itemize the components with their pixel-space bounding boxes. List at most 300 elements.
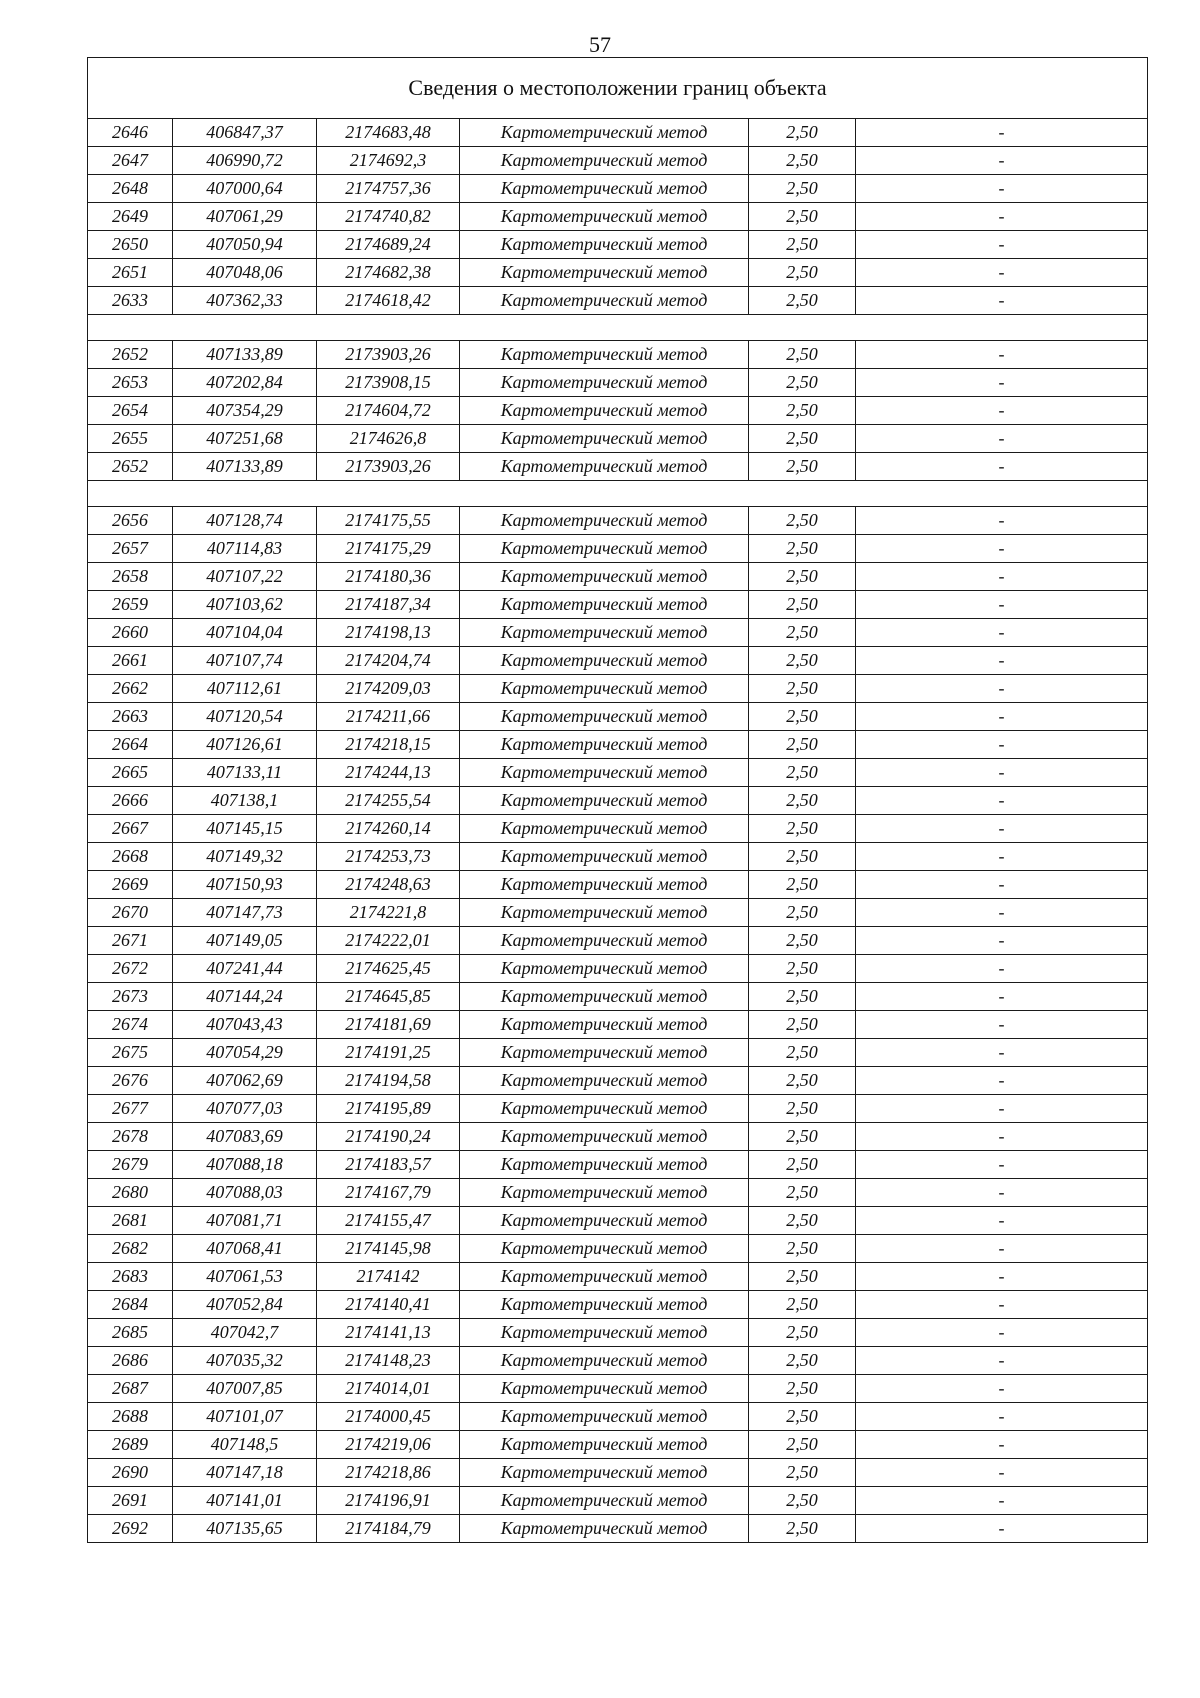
accuracy-cell: 2,50 — [749, 1403, 856, 1431]
x-coordinate-cell: 407083,69 — [173, 1123, 317, 1151]
accuracy-cell: 2,50 — [749, 1207, 856, 1235]
table-row — [88, 507, 1148, 535]
point-number-cell: 2687 — [88, 1375, 173, 1403]
table-title-row — [88, 58, 1148, 119]
accuracy-cell: 2,50 — [749, 1319, 856, 1347]
method-cell: Картометрический метод — [460, 1487, 749, 1515]
y-coordinate-cell: 2174204,74 — [317, 647, 460, 675]
table-row — [88, 927, 1148, 955]
accuracy-cell: 2,50 — [749, 731, 856, 759]
x-coordinate-cell: 407088,18 — [173, 1151, 317, 1179]
method-cell: Картометрический метод — [460, 563, 749, 591]
x-coordinate-cell: 407148,5 — [173, 1431, 317, 1459]
point-number-cell: 2652 — [88, 453, 173, 481]
y-coordinate-cell: 2174218,15 — [317, 731, 460, 759]
point-number-cell: 2690 — [88, 1459, 173, 1487]
accuracy-cell: 2,50 — [749, 647, 856, 675]
method-cell: Картометрический метод — [460, 843, 749, 871]
point-number-cell: 2671 — [88, 927, 173, 955]
x-coordinate-cell: 407149,32 — [173, 843, 317, 871]
accuracy-cell: 2,50 — [749, 899, 856, 927]
description-cell: - — [856, 815, 1148, 843]
description-cell: - — [856, 955, 1148, 983]
table-row — [88, 147, 1148, 175]
table-row — [88, 1207, 1148, 1235]
table-row — [88, 203, 1148, 231]
method-cell: Картометрический метод — [460, 453, 749, 481]
separator-cell — [88, 315, 1148, 341]
description-cell: - — [856, 871, 1148, 899]
description-cell: - — [856, 787, 1148, 815]
description-cell: - — [856, 731, 1148, 759]
method-cell: Картометрический метод — [460, 1291, 749, 1319]
contour-separator-row — [88, 315, 1148, 341]
y-coordinate-cell: 2173903,26 — [317, 453, 460, 481]
table-row — [88, 1095, 1148, 1123]
description-cell: - — [856, 899, 1148, 927]
table-row — [88, 1487, 1148, 1515]
y-coordinate-cell: 2174248,63 — [317, 871, 460, 899]
description-cell: - — [856, 175, 1148, 203]
boundary-coordinates-table — [87, 57, 1148, 1543]
table-row — [88, 231, 1148, 259]
y-coordinate-cell: 2174198,13 — [317, 619, 460, 647]
y-coordinate-cell: 2174618,42 — [317, 287, 460, 315]
point-number-cell: 2673 — [88, 983, 173, 1011]
point-number-cell: 2658 — [88, 563, 173, 591]
point-number-cell: 2656 — [88, 507, 173, 535]
x-coordinate-cell: 407133,89 — [173, 341, 317, 369]
x-coordinate-cell: 407043,43 — [173, 1011, 317, 1039]
y-coordinate-cell: 2174148,23 — [317, 1347, 460, 1375]
table-row — [88, 675, 1148, 703]
accuracy-cell: 2,50 — [749, 1515, 856, 1543]
point-number-cell: 2681 — [88, 1207, 173, 1235]
y-coordinate-cell: 2174167,79 — [317, 1179, 460, 1207]
accuracy-cell: 2,50 — [749, 1179, 856, 1207]
separator-cell — [88, 481, 1148, 507]
point-number-cell: 2678 — [88, 1123, 173, 1151]
description-cell: - — [856, 759, 1148, 787]
y-coordinate-cell: 2174221,8 — [317, 899, 460, 927]
y-coordinate-cell: 2174155,47 — [317, 1207, 460, 1235]
method-cell: Картометрический метод — [460, 1263, 749, 1291]
table-row — [88, 955, 1148, 983]
method-cell: Картометрический метод — [460, 731, 749, 759]
y-coordinate-cell: 2174211,66 — [317, 703, 460, 731]
x-coordinate-cell: 407048,06 — [173, 259, 317, 287]
point-number-cell: 2646 — [88, 119, 173, 147]
method-cell: Картометрический метод — [460, 1039, 749, 1067]
point-number-cell: 2685 — [88, 1319, 173, 1347]
description-cell: - — [856, 147, 1148, 175]
method-cell: Картометрический метод — [460, 1207, 749, 1235]
x-coordinate-cell: 407133,11 — [173, 759, 317, 787]
page-number: 57 — [589, 32, 611, 57]
method-cell: Картометрический метод — [460, 899, 749, 927]
method-cell: Картометрический метод — [460, 1319, 749, 1347]
table-row — [88, 1263, 1148, 1291]
x-coordinate-cell: 407052,84 — [173, 1291, 317, 1319]
table-row — [88, 843, 1148, 871]
accuracy-cell: 2,50 — [749, 983, 856, 1011]
x-coordinate-cell: 406990,72 — [173, 147, 317, 175]
accuracy-cell: 2,50 — [749, 425, 856, 453]
y-coordinate-cell: 2174195,89 — [317, 1095, 460, 1123]
description-cell: - — [856, 341, 1148, 369]
table-row — [88, 703, 1148, 731]
point-number-cell: 2692 — [88, 1515, 173, 1543]
y-coordinate-cell: 2174740,82 — [317, 203, 460, 231]
table-row — [88, 1011, 1148, 1039]
table-row — [88, 759, 1148, 787]
y-coordinate-cell: 2174255,54 — [317, 787, 460, 815]
table-row — [88, 1431, 1148, 1459]
point-number-cell: 2652 — [88, 341, 173, 369]
method-cell: Картометрический метод — [460, 203, 749, 231]
table-row — [88, 563, 1148, 591]
accuracy-cell: 2,50 — [749, 1375, 856, 1403]
method-cell: Картометрический метод — [460, 1431, 749, 1459]
table-row — [88, 1515, 1148, 1543]
y-coordinate-cell: 2173908,15 — [317, 369, 460, 397]
x-coordinate-cell: 407251,68 — [173, 425, 317, 453]
table-row — [88, 1235, 1148, 1263]
method-cell: Картометрический метод — [460, 871, 749, 899]
description-cell: - — [856, 647, 1148, 675]
table-row — [88, 1039, 1148, 1067]
y-coordinate-cell: 2174222,01 — [317, 927, 460, 955]
table-row — [88, 1151, 1148, 1179]
point-number-cell: 2657 — [88, 535, 173, 563]
table-row — [88, 119, 1148, 147]
y-coordinate-cell: 2174682,38 — [317, 259, 460, 287]
accuracy-cell: 2,50 — [749, 1291, 856, 1319]
y-coordinate-cell: 2174175,55 — [317, 507, 460, 535]
method-cell: Картометрический метод — [460, 231, 749, 259]
y-coordinate-cell: 2174187,34 — [317, 591, 460, 619]
method-cell: Картометрический метод — [460, 983, 749, 1011]
description-cell: - — [856, 119, 1148, 147]
description-cell: - — [856, 927, 1148, 955]
method-cell: Картометрический метод — [460, 1067, 749, 1095]
description-cell: - — [856, 1123, 1148, 1151]
table-row — [88, 787, 1148, 815]
table-title: Сведения о местоположении границ объекта — [88, 58, 1148, 119]
table-row — [88, 175, 1148, 203]
y-coordinate-cell: 2174194,58 — [317, 1067, 460, 1095]
table-row — [88, 397, 1148, 425]
x-coordinate-cell: 407042,7 — [173, 1319, 317, 1347]
point-number-cell: 2664 — [88, 731, 173, 759]
description-cell: - — [856, 1207, 1148, 1235]
x-coordinate-cell: 407202,84 — [173, 369, 317, 397]
y-coordinate-cell: 2174253,73 — [317, 843, 460, 871]
x-coordinate-cell: 407141,01 — [173, 1487, 317, 1515]
point-number-cell: 2647 — [88, 147, 173, 175]
y-coordinate-cell: 2174218,86 — [317, 1459, 460, 1487]
x-coordinate-cell: 407088,03 — [173, 1179, 317, 1207]
accuracy-cell: 2,50 — [749, 619, 856, 647]
y-coordinate-cell: 2174209,03 — [317, 675, 460, 703]
accuracy-cell: 2,50 — [749, 175, 856, 203]
method-cell: Картометрический метод — [460, 647, 749, 675]
table-row — [88, 871, 1148, 899]
y-coordinate-cell: 2174140,41 — [317, 1291, 460, 1319]
y-coordinate-cell: 2174244,13 — [317, 759, 460, 787]
y-coordinate-cell: 2174190,24 — [317, 1123, 460, 1151]
accuracy-cell: 2,50 — [749, 1347, 856, 1375]
y-coordinate-cell: 2174181,69 — [317, 1011, 460, 1039]
accuracy-cell: 2,50 — [749, 231, 856, 259]
table-row — [88, 1179, 1148, 1207]
point-number-cell: 2662 — [88, 675, 173, 703]
table-row — [88, 259, 1148, 287]
method-cell: Картометрический метод — [460, 425, 749, 453]
x-coordinate-cell: 407133,89 — [173, 453, 317, 481]
description-cell: - — [856, 1515, 1148, 1543]
accuracy-cell: 2,50 — [749, 871, 856, 899]
y-coordinate-cell: 2174142 — [317, 1263, 460, 1291]
accuracy-cell: 2,50 — [749, 203, 856, 231]
description-cell: - — [856, 1039, 1148, 1067]
table-row — [88, 1123, 1148, 1151]
method-cell: Картометрический метод — [460, 955, 749, 983]
y-coordinate-cell: 2174692,3 — [317, 147, 460, 175]
y-coordinate-cell: 2174175,29 — [317, 535, 460, 563]
accuracy-cell: 2,50 — [749, 563, 856, 591]
method-cell: Картометрический метод — [460, 1459, 749, 1487]
method-cell: Картометрический метод — [460, 1179, 749, 1207]
accuracy-cell: 2,50 — [749, 843, 856, 871]
description-cell: - — [856, 259, 1148, 287]
accuracy-cell: 2,50 — [749, 675, 856, 703]
point-number-cell: 2653 — [88, 369, 173, 397]
y-coordinate-cell: 2173903,26 — [317, 341, 460, 369]
x-coordinate-cell: 407120,54 — [173, 703, 317, 731]
x-coordinate-cell: 407135,65 — [173, 1515, 317, 1543]
table-row — [88, 591, 1148, 619]
description-cell: - — [856, 1291, 1148, 1319]
x-coordinate-cell: 407000,64 — [173, 175, 317, 203]
description-cell: - — [856, 675, 1148, 703]
accuracy-cell: 2,50 — [749, 1459, 856, 1487]
y-coordinate-cell: 2174183,57 — [317, 1151, 460, 1179]
table-row — [88, 453, 1148, 481]
accuracy-cell: 2,50 — [749, 1011, 856, 1039]
point-number-cell: 2691 — [88, 1487, 173, 1515]
method-cell: Картометрический метод — [460, 535, 749, 563]
x-coordinate-cell: 407150,93 — [173, 871, 317, 899]
point-number-cell: 2655 — [88, 425, 173, 453]
table-row — [88, 1067, 1148, 1095]
table-row — [88, 815, 1148, 843]
description-cell: - — [856, 397, 1148, 425]
accuracy-cell: 2,50 — [749, 1151, 856, 1179]
description-cell: - — [856, 1459, 1148, 1487]
accuracy-cell: 2,50 — [749, 341, 856, 369]
accuracy-cell: 2,50 — [749, 259, 856, 287]
point-number-cell: 2650 — [88, 231, 173, 259]
description-cell: - — [856, 1403, 1148, 1431]
description-cell: - — [856, 1487, 1148, 1515]
point-number-cell: 2677 — [88, 1095, 173, 1123]
method-cell: Картометрический метод — [460, 703, 749, 731]
point-number-cell: 2679 — [88, 1151, 173, 1179]
accuracy-cell: 2,50 — [749, 287, 856, 315]
description-cell: - — [856, 1431, 1148, 1459]
description-cell: - — [856, 703, 1148, 731]
method-cell: Картометрический метод — [460, 1347, 749, 1375]
accuracy-cell: 2,50 — [749, 591, 856, 619]
table-row — [88, 1319, 1148, 1347]
table-row — [88, 425, 1148, 453]
point-number-cell: 2670 — [88, 899, 173, 927]
y-coordinate-cell: 2174145,98 — [317, 1235, 460, 1263]
point-number-cell: 2686 — [88, 1347, 173, 1375]
point-number-cell: 2666 — [88, 787, 173, 815]
point-number-cell: 2675 — [88, 1039, 173, 1067]
method-cell: Картометрический метод — [460, 1123, 749, 1151]
point-number-cell: 2680 — [88, 1179, 173, 1207]
x-coordinate-cell: 407114,83 — [173, 535, 317, 563]
x-coordinate-cell: 407061,29 — [173, 203, 317, 231]
table-row — [88, 619, 1148, 647]
description-cell: - — [856, 843, 1148, 871]
description-cell: - — [856, 507, 1148, 535]
y-coordinate-cell: 2174604,72 — [317, 397, 460, 425]
description-cell: - — [856, 425, 1148, 453]
description-cell: - — [856, 453, 1148, 481]
description-cell: - — [856, 287, 1148, 315]
method-cell: Картометрический метод — [460, 619, 749, 647]
method-cell: Картометрический метод — [460, 1011, 749, 1039]
x-coordinate-cell: 407128,74 — [173, 507, 317, 535]
point-number-cell: 2661 — [88, 647, 173, 675]
method-cell: Картометрический метод — [460, 341, 749, 369]
method-cell: Картометрический метод — [460, 1235, 749, 1263]
y-coordinate-cell: 2174000,45 — [317, 1403, 460, 1431]
table-row — [88, 1403, 1148, 1431]
method-cell: Картометрический метод — [460, 927, 749, 955]
description-cell: - — [856, 231, 1148, 259]
description-cell: - — [856, 1347, 1148, 1375]
point-number-cell: 2665 — [88, 759, 173, 787]
point-number-cell: 2633 — [88, 287, 173, 315]
accuracy-cell: 2,50 — [749, 1263, 856, 1291]
method-cell: Картометрический метод — [460, 675, 749, 703]
description-cell: - — [856, 203, 1148, 231]
method-cell: Картометрический метод — [460, 147, 749, 175]
point-number-cell: 2682 — [88, 1235, 173, 1263]
table-row — [88, 369, 1148, 397]
description-cell: - — [856, 619, 1148, 647]
accuracy-cell: 2,50 — [749, 1067, 856, 1095]
x-coordinate-cell: 407354,29 — [173, 397, 317, 425]
accuracy-cell: 2,50 — [749, 453, 856, 481]
point-number-cell: 2668 — [88, 843, 173, 871]
x-coordinate-cell: 407104,04 — [173, 619, 317, 647]
table-row — [88, 341, 1148, 369]
y-coordinate-cell: 2174683,48 — [317, 119, 460, 147]
accuracy-cell: 2,50 — [749, 1095, 856, 1123]
y-coordinate-cell: 2174260,14 — [317, 815, 460, 843]
x-coordinate-cell: 407103,62 — [173, 591, 317, 619]
x-coordinate-cell: 407138,1 — [173, 787, 317, 815]
description-cell: - — [856, 1151, 1148, 1179]
method-cell: Картометрический метод — [460, 815, 749, 843]
accuracy-cell: 2,50 — [749, 507, 856, 535]
point-number-cell: 2669 — [88, 871, 173, 899]
description-cell: - — [856, 983, 1148, 1011]
x-coordinate-cell: 407145,15 — [173, 815, 317, 843]
accuracy-cell: 2,50 — [749, 369, 856, 397]
method-cell: Картометрический метод — [460, 1151, 749, 1179]
point-number-cell: 2667 — [88, 815, 173, 843]
y-coordinate-cell: 2174141,13 — [317, 1319, 460, 1347]
table-row — [88, 899, 1148, 927]
point-number-cell: 2660 — [88, 619, 173, 647]
point-number-cell: 2683 — [88, 1263, 173, 1291]
x-coordinate-cell: 407062,69 — [173, 1067, 317, 1095]
description-cell: - — [856, 1319, 1148, 1347]
accuracy-cell: 2,50 — [749, 787, 856, 815]
accuracy-cell: 2,50 — [749, 1431, 856, 1459]
description-cell: - — [856, 591, 1148, 619]
accuracy-cell: 2,50 — [749, 535, 856, 563]
x-coordinate-cell: 407050,94 — [173, 231, 317, 259]
point-number-cell: 2689 — [88, 1431, 173, 1459]
accuracy-cell: 2,50 — [749, 147, 856, 175]
method-cell: Картометрический метод — [460, 1403, 749, 1431]
method-cell: Картометрический метод — [460, 1515, 749, 1543]
x-coordinate-cell: 407007,85 — [173, 1375, 317, 1403]
method-cell: Картометрический метод — [460, 507, 749, 535]
method-cell: Картометрический метод — [460, 591, 749, 619]
accuracy-cell: 2,50 — [749, 703, 856, 731]
x-coordinate-cell: 407147,18 — [173, 1459, 317, 1487]
table-row — [88, 1459, 1148, 1487]
y-coordinate-cell: 2174014,01 — [317, 1375, 460, 1403]
accuracy-cell: 2,50 — [749, 1039, 856, 1067]
description-cell: - — [856, 1263, 1148, 1291]
y-coordinate-cell: 2174219,06 — [317, 1431, 460, 1459]
y-coordinate-cell: 2174626,8 — [317, 425, 460, 453]
x-coordinate-cell: 407362,33 — [173, 287, 317, 315]
x-coordinate-cell: 407101,07 — [173, 1403, 317, 1431]
description-cell: - — [856, 1235, 1148, 1263]
x-coordinate-cell: 407068,41 — [173, 1235, 317, 1263]
accuracy-cell: 2,50 — [749, 927, 856, 955]
point-number-cell: 2674 — [88, 1011, 173, 1039]
table-row — [88, 287, 1148, 315]
y-coordinate-cell: 2174196,91 — [317, 1487, 460, 1515]
accuracy-cell: 2,50 — [749, 1487, 856, 1515]
y-coordinate-cell: 2174689,24 — [317, 231, 460, 259]
x-coordinate-cell: 407149,05 — [173, 927, 317, 955]
method-cell: Картометрический метод — [460, 259, 749, 287]
point-number-cell: 2649 — [88, 203, 173, 231]
x-coordinate-cell: 407061,53 — [173, 1263, 317, 1291]
description-cell: - — [856, 535, 1148, 563]
y-coordinate-cell: 2174625,45 — [317, 955, 460, 983]
x-coordinate-cell: 407107,22 — [173, 563, 317, 591]
point-number-cell: 2659 — [88, 591, 173, 619]
accuracy-cell: 2,50 — [749, 1123, 856, 1151]
point-number-cell: 2676 — [88, 1067, 173, 1095]
x-coordinate-cell: 407147,73 — [173, 899, 317, 927]
method-cell: Картометрический метод — [460, 1095, 749, 1123]
